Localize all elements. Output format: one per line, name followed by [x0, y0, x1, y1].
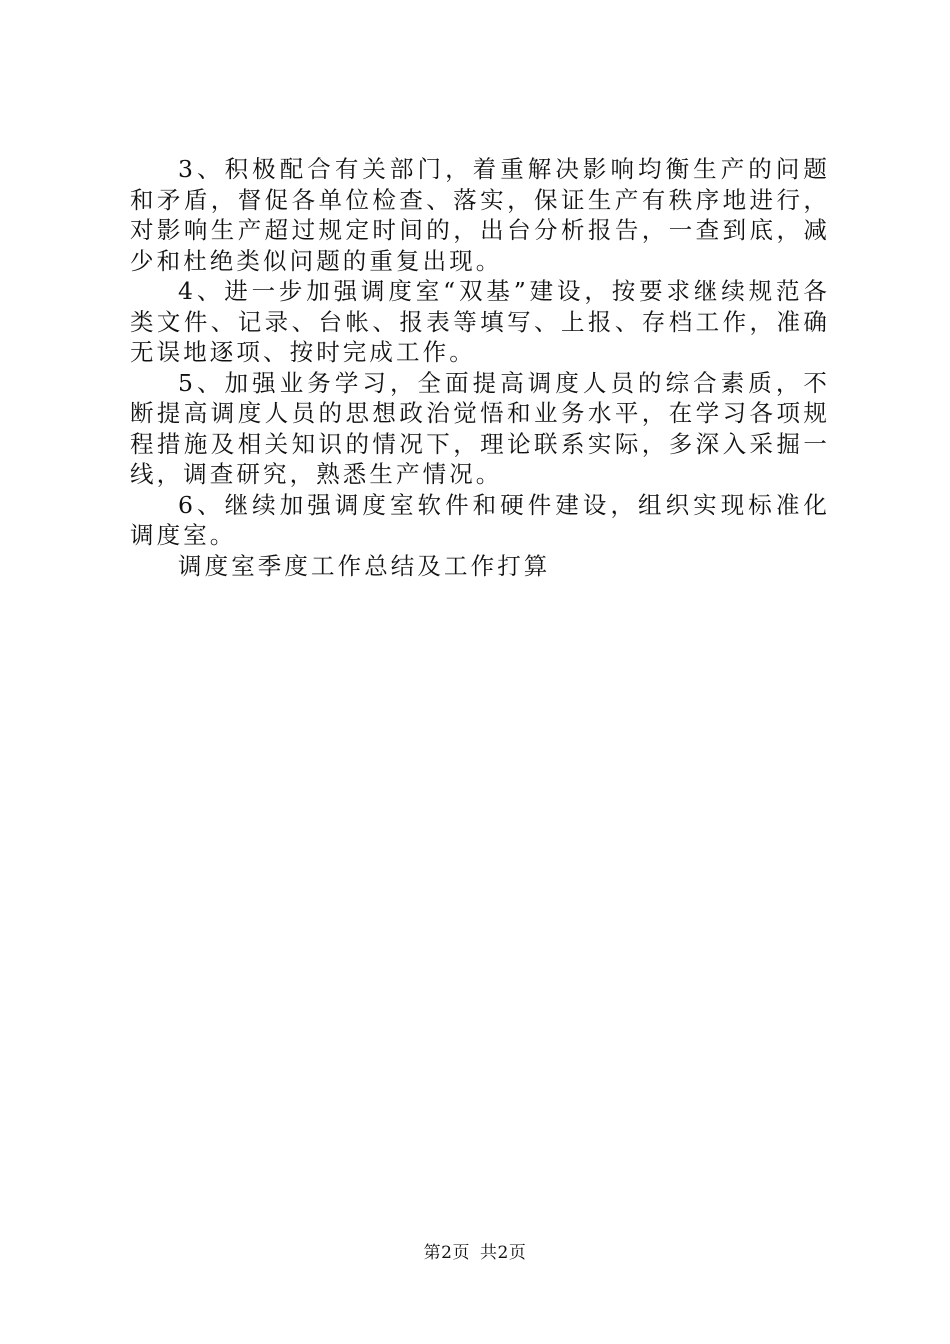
document-title: 调度室季度工作总结及工作打算	[178, 551, 551, 580]
page-footer	[0, 1242, 950, 1264]
paragraph-item-6: 6、继续加强调度室软件和硬件建设，组织实现标准化调度室。	[130, 490, 830, 549]
page-number: 第2页	[423, 1243, 470, 1263]
paragraph-item-3: 3、积极配合有关部门，着重解决影响均衡生产的问题和矛盾，督促各单位检查、落实，保证生产有秩序地进行，对影响生产超过规定时间的，出台分析报告，一查到底，减少和杜绝类似问题的重复出现。	[130, 155, 830, 275]
paragraph-item-4: 4、进一步加强调度室“双基”建设，按要求继续规范各类文件、记录、台帐、报表等填写、上报、存档工作，准确无误地逐项、按时完成工作。	[130, 277, 830, 366]
paragraph-item-5: 5、加强业务学习，全面提高调度人员的综合素质，不断提高调度人员的思想政治觉悟和业务水平，在学习各项规程措施及相关知识的情况下，理论联系实际，多深入采掘一线，调查研究，熟悉生产情况。	[130, 368, 830, 488]
document-body	[130, 154, 830, 581]
page-total: 共2页	[480, 1243, 527, 1263]
